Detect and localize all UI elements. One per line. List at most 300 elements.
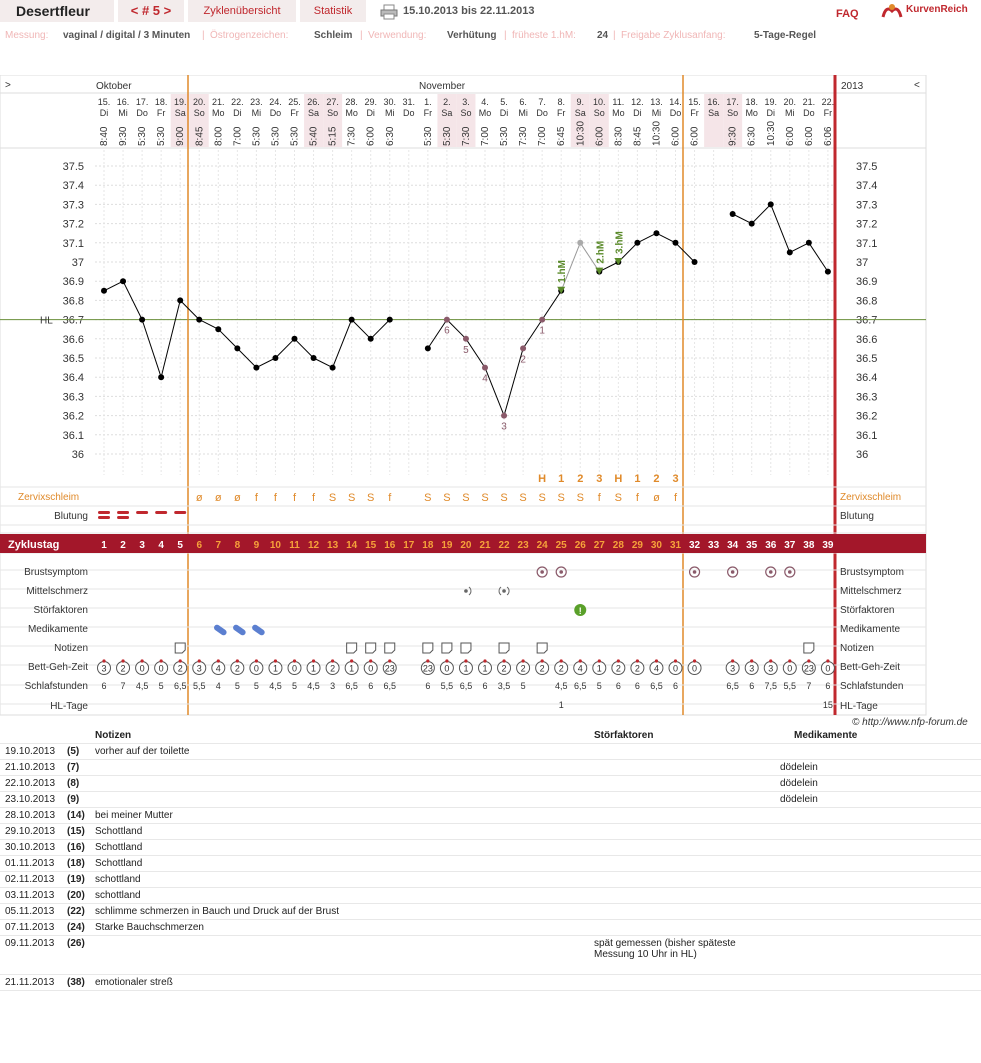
y-tick-left: 37	[71, 257, 84, 269]
table-row	[0, 840, 981, 856]
cycle-day: 22	[498, 540, 510, 551]
table-row	[0, 824, 981, 840]
date-label: 22.	[231, 97, 244, 107]
y-tick-right: 37.5	[856, 161, 878, 173]
bedtime-marker	[141, 659, 144, 662]
y-tick-left: 36.2	[62, 410, 84, 423]
mucus-value: S	[462, 492, 470, 504]
bedtime-marker	[674, 659, 677, 662]
temperature-point	[825, 269, 831, 275]
date-label: 15.	[97, 97, 111, 107]
mucus-value: S	[519, 492, 527, 504]
bedtime-marker	[579, 659, 582, 662]
bedtime-marker	[483, 659, 486, 662]
date-label: 16.	[707, 97, 720, 107]
top-bar	[0, 0, 981, 26]
weekday-label: So	[460, 108, 472, 118]
temperature-point	[215, 326, 221, 332]
note-cycle-day: (7)	[67, 762, 80, 773]
y-tick-right: 37.2	[856, 218, 878, 231]
temperature-point	[253, 365, 259, 371]
note-cycle-day: (15)	[67, 826, 85, 837]
row-label-right: Notizen	[840, 643, 874, 654]
mucus-value: f	[292, 492, 297, 504]
bedtime-value: 2	[634, 663, 640, 674]
bedtime-marker	[179, 659, 182, 662]
date-label: 22.	[821, 97, 835, 107]
bedtime-marker	[102, 659, 105, 662]
coverline-label: HL	[40, 315, 53, 327]
y-tick-left: 36.1	[62, 429, 84, 442]
sleep-hours: 5,5	[192, 681, 206, 691]
bleeding-label: Blutung	[54, 511, 88, 522]
weekday-label: Mi	[651, 108, 662, 118]
note-icon	[385, 643, 395, 653]
weekday-label: Fr	[556, 108, 566, 118]
weekday-label: Do	[669, 108, 682, 118]
cycle-day: 23	[517, 540, 529, 551]
note-date: 09.11.2013	[5, 938, 55, 949]
sleep-hours: 4,5	[135, 681, 149, 691]
app-title[interactable]: Desertfleur	[0, 0, 114, 22]
temperature-point	[539, 317, 545, 323]
time-label: 7:30	[460, 126, 472, 146]
row-label-right: HL-Tage	[840, 701, 878, 712]
mucus-value: f	[312, 492, 316, 504]
cycle-day: 28	[612, 540, 624, 551]
time-label: 8:40	[99, 126, 110, 146]
cycle-day: 30	[650, 540, 663, 551]
bedtime-value: 3	[196, 663, 202, 674]
weekday-label: So	[327, 108, 339, 118]
sleep-hours: 6,5	[650, 681, 663, 691]
mittelschmerz-icon	[464, 589, 468, 593]
time-label: 6:00	[689, 126, 701, 146]
weekday-label: Sa	[308, 108, 320, 118]
note-cycle-day: (38)	[67, 977, 85, 988]
row-label-right: Störfaktoren	[840, 605, 895, 616]
weekday-label: Mo	[212, 108, 225, 118]
note-date: 22.10.2013	[5, 778, 56, 789]
note-icon	[347, 643, 357, 653]
time-label: 7:00	[537, 126, 549, 146]
note-cycle-day: (24)	[67, 922, 85, 933]
notes-table	[0, 728, 981, 991]
weekday-label: Do	[136, 108, 148, 118]
weekday-label: Sa	[441, 108, 453, 118]
bedtime-value: 1	[272, 663, 278, 674]
bedtime-marker	[255, 659, 258, 662]
bedtime-marker	[350, 659, 353, 662]
mucus-value: S	[347, 492, 356, 504]
weekday-label: Mi	[518, 108, 528, 118]
note-text: schottland	[95, 874, 141, 885]
date-label: 1.	[424, 97, 432, 107]
peak-mark: 1	[558, 473, 565, 485]
time-label: 7:00	[480, 126, 491, 146]
time-label: 8:45	[194, 126, 206, 146]
temperature-point	[139, 317, 145, 323]
note-date: 29.10.2013	[5, 826, 56, 837]
sleep-hours: 5	[253, 681, 259, 691]
bedtime-value: 23	[384, 663, 395, 674]
table-row	[0, 888, 981, 904]
y-tick-right: 36.5	[856, 353, 878, 365]
y-tick-left: 37.1	[62, 237, 84, 250]
cycle-day: 15	[365, 540, 377, 551]
low-mark: 6	[444, 325, 450, 337]
sleep-hours: 4	[215, 681, 221, 691]
low-mark: 4	[482, 373, 488, 385]
y-tick-right: 36.3	[856, 391, 878, 404]
faq-link[interactable]: FAQ	[836, 8, 859, 20]
y-tick-left: 36.6	[62, 333, 84, 346]
y-tick-right: 36.8	[856, 295, 878, 308]
note-date: 03.11.2013	[5, 890, 55, 901]
time-label: 5:30	[499, 126, 511, 146]
date-label: 15.	[688, 97, 701, 107]
cycle-day: 11	[289, 540, 300, 551]
bedtime-value: 0	[787, 663, 793, 674]
freigabe-value: 5-Tage-Regel	[754, 30, 817, 41]
note-text: schottland	[95, 890, 141, 901]
time-label: 8:30	[613, 126, 625, 146]
sleep-hours: 6	[425, 681, 431, 691]
row-label-right: Mittelschmerz	[840, 586, 902, 597]
table-row	[0, 920, 981, 936]
kurvenreich-logo-icon[interactable]	[880, 2, 904, 20]
temperature-point	[101, 288, 107, 294]
temperature-point	[387, 317, 393, 323]
sleep-hours: 7,5	[764, 681, 778, 691]
date-label: 20.	[783, 97, 797, 107]
time-label: 6:00	[670, 126, 682, 146]
y-tick-left: 37.3	[62, 199, 84, 212]
note-icon	[175, 643, 185, 653]
hm-value: 24	[597, 30, 609, 41]
sleep-hours: 6	[615, 681, 621, 691]
bedtime-marker	[769, 659, 772, 662]
date-label: 5.	[500, 97, 508, 107]
chart-frame	[0, 75, 926, 715]
bleeding-label-right: Blutung	[840, 511, 874, 522]
month-label: Oktober	[96, 81, 132, 92]
row-label-right: Medikamente	[840, 624, 901, 635]
temperature-point	[520, 345, 526, 351]
date-label: 27.	[326, 97, 339, 107]
cycle-day: 26	[574, 540, 586, 551]
note-icon	[461, 643, 471, 653]
cycle-day: 12	[307, 540, 320, 551]
note-text: Starke Bauchschmerzen	[95, 922, 204, 933]
note-icon	[366, 643, 376, 653]
time-label: 7:30	[518, 126, 530, 146]
printer-icon[interactable]	[380, 4, 398, 20]
mucus-value: S	[557, 492, 565, 504]
weekday-label: Do	[536, 108, 548, 118]
nav-next-button[interactable]: <	[914, 80, 920, 91]
time-label: 10:30	[651, 120, 663, 146]
cycle-day: 18	[422, 540, 434, 551]
sleep-hours: 6,5	[173, 681, 187, 691]
time-label: 5:30	[289, 126, 301, 146]
breast-symptom-icon	[540, 570, 544, 574]
table-row	[0, 776, 981, 792]
date-label: 25.	[288, 97, 301, 107]
bedtime-value: 1	[596, 663, 602, 674]
tab-statistik[interactable]: Statistik	[300, 0, 366, 22]
bedtime-value: 3	[101, 663, 107, 674]
temperature-point	[653, 230, 659, 236]
cycle-day: 20	[460, 540, 472, 551]
y-tick-left: 36.3	[62, 391, 84, 404]
bedtime-value: 0	[139, 663, 145, 674]
sleep-hours: 5,5	[440, 681, 454, 691]
row-label-left: Störfaktoren	[33, 605, 88, 616]
y-tick-left: 36.8	[62, 295, 84, 308]
weekday-label: Di	[366, 108, 375, 118]
mittelschmerz-icon	[502, 589, 506, 593]
note-icon	[442, 643, 452, 653]
bedtime-marker	[541, 659, 544, 662]
y-tick-right: 37	[856, 257, 869, 269]
month-label: November	[419, 81, 466, 92]
year-label: 2013	[841, 81, 864, 92]
temperature-point	[806, 240, 812, 246]
bedtime-marker	[369, 659, 372, 662]
weekday-label: Do	[269, 108, 282, 118]
bedtime-value: 2	[330, 663, 336, 674]
sleep-hours: 5	[520, 681, 526, 691]
temperature-point	[768, 201, 774, 207]
row-label-right: Bett-Geh-Zeit	[840, 662, 901, 673]
cycle-day: 33	[708, 540, 720, 551]
bleeding-mark	[136, 511, 148, 514]
bedtime-value: 23	[803, 663, 814, 674]
time-label: 10:30	[575, 120, 587, 146]
weekday-label: Fr	[290, 108, 299, 118]
col-medikamente: Medikamente	[794, 730, 858, 741]
mucus-value: ø	[214, 492, 222, 504]
time-label: 7:00	[232, 126, 244, 146]
date-label: 24.	[269, 97, 282, 107]
bedtime-marker	[388, 659, 391, 662]
date-label: 8.	[557, 97, 565, 107]
weekday-label: Mo	[345, 108, 358, 118]
note-cycle-day: (19)	[67, 874, 85, 885]
time-label: 7:30	[346, 126, 358, 146]
oestro-value: Schleim	[314, 30, 353, 41]
note-medikament: dödelein	[780, 762, 818, 773]
date-label: 18.	[154, 97, 168, 107]
bedtime-value: 4	[577, 663, 583, 674]
cycle-nav[interactable]: < # 5 >	[118, 0, 184, 22]
sleep-hours: 6	[368, 681, 374, 691]
y-tick-right: 36.2	[856, 410, 878, 423]
weekday-label: Mo	[478, 108, 492, 118]
cycle-day: 2	[120, 540, 126, 551]
time-label: 6:45	[556, 126, 568, 146]
mucus-label-right: Zervixschleim	[840, 492, 902, 503]
bedtime-value: 2	[501, 663, 507, 674]
y-tick-left: 37.5	[62, 161, 84, 173]
temperature-point	[444, 317, 450, 323]
bedtime-value: 0	[253, 663, 259, 674]
time-label: 8:00	[213, 126, 225, 146]
date-label: 21.	[802, 97, 816, 107]
bleeding-mark	[155, 511, 167, 514]
col-notizen: Notizen	[95, 730, 132, 741]
notes-header	[0, 728, 981, 744]
bedtime-value: 2	[558, 663, 564, 674]
mucus-value: S	[576, 492, 584, 504]
bedtime-marker	[121, 659, 124, 662]
note-icon	[423, 643, 433, 653]
time-label: 6:00	[594, 126, 606, 146]
row-label-left: Schlafstunden	[24, 681, 88, 692]
sleep-hours: 6,5	[345, 681, 358, 691]
weekday-label: Fr	[690, 108, 699, 118]
date-label: 12.	[631, 97, 644, 107]
note-cycle-day: (14)	[67, 810, 85, 821]
sleep-hours: 3	[330, 681, 336, 691]
bedtime-marker	[807, 659, 810, 662]
cycle-day: 29	[631, 540, 643, 551]
bedtime-value: 0	[672, 663, 679, 674]
table-row	[0, 792, 981, 808]
bleeding-mark	[98, 516, 110, 519]
weekday-label: Di	[233, 108, 242, 118]
y-tick-left: 37.4	[62, 180, 84, 193]
brand-name[interactable]: KurvenReich	[906, 4, 968, 15]
bedtime-value: 4	[653, 663, 659, 674]
oestro-label: Östrogenzeichen:	[210, 30, 289, 41]
time-label: 5:15	[327, 126, 339, 146]
note-cycle-day: (8)	[67, 778, 80, 789]
time-label: 6:30	[746, 126, 758, 146]
note-stoerfaktor: spät gemessen (bisher späteste Messung 10 Uhr in HL)	[594, 938, 736, 960]
nav-prev-button[interactable]: >	[5, 80, 11, 91]
date-label: 31.	[402, 97, 416, 107]
bedtime-value: 2	[615, 663, 621, 674]
temperature-point	[272, 355, 278, 361]
date-label: 9.	[576, 97, 585, 107]
row-label-left: Mittelschmerz	[26, 586, 88, 597]
bedtime-value: 2	[177, 663, 183, 674]
note-medikament: dödelein	[780, 794, 818, 805]
weekday-label: Sa	[708, 108, 720, 118]
row-label-left: Medikamente	[27, 624, 88, 635]
cycle-day: 16	[384, 540, 396, 551]
weekday-label: Fr	[823, 108, 833, 118]
bedtime-marker	[731, 659, 734, 662]
cycle-day: 39	[822, 540, 834, 551]
time-label: 6:00	[784, 126, 796, 146]
note-date: 21.11.2013	[5, 977, 55, 988]
sleep-hours: 5	[596, 681, 602, 691]
mucus-value: f	[388, 492, 392, 504]
bedtime-marker	[617, 659, 620, 662]
low-mark: 3	[501, 421, 507, 433]
bleeding-mark	[174, 511, 186, 514]
date-label: 13.	[650, 97, 663, 107]
date-label: 14.	[669, 97, 682, 107]
mucus-value: f	[635, 492, 639, 504]
date-label: 17.	[726, 97, 739, 107]
weekday-label: So	[593, 108, 605, 118]
note-date: 21.10.2013	[5, 762, 56, 773]
row-label-left: Notizen	[54, 643, 88, 654]
bedtime-value: 2	[539, 663, 545, 674]
note-cycle-day: (18)	[67, 858, 85, 869]
weekday-label: Mi	[118, 108, 128, 118]
weekday-label: So	[727, 108, 739, 118]
mucus-value: S	[443, 492, 451, 504]
temperature-point	[349, 317, 355, 323]
col-stoerfaktoren: Störfaktoren	[594, 730, 654, 741]
stoerfaktor-icon: !	[578, 606, 582, 616]
sleep-hours: 4,5	[554, 681, 568, 691]
temperature-point	[730, 211, 736, 217]
weekday-label: Di	[633, 108, 642, 118]
y-tick-right: 37.4	[856, 180, 878, 193]
cycle-day: 17	[403, 540, 415, 551]
table-row	[0, 975, 981, 991]
bedtime-marker	[693, 659, 696, 662]
weekday-label: Sa	[574, 108, 586, 118]
date-label: 23.	[250, 97, 263, 107]
note-text: vorher auf der toilette	[95, 746, 190, 757]
cycle-chart	[0, 75, 981, 717]
weekday-label: Sa	[174, 108, 186, 118]
note-cycle-day: (26)	[67, 938, 85, 949]
date-label: 19.	[764, 97, 778, 107]
temperature-point	[501, 413, 507, 419]
weekday-label: Do	[803, 108, 815, 118]
bedtime-marker	[655, 659, 658, 662]
verwendung-value: Verhütung	[447, 30, 497, 41]
table-row	[0, 936, 981, 975]
cycle-day: 35	[746, 540, 758, 551]
hl-days: 1	[558, 700, 564, 710]
sleep-hours: 6,5	[726, 681, 739, 691]
bedtime-value: 0	[692, 663, 698, 674]
date-label: 16.	[116, 97, 130, 107]
cycle-day: 19	[441, 540, 453, 551]
date-label: 10.	[593, 97, 606, 107]
time-label: 10:30	[765, 120, 777, 146]
temperature-point	[692, 259, 698, 265]
cycle-day: 21	[479, 540, 491, 551]
mucus-value: f	[597, 492, 601, 504]
bleeding-mark	[117, 511, 129, 514]
breast-symptom-icon	[731, 570, 735, 574]
date-label: 3.	[462, 97, 470, 107]
note-icon	[537, 643, 547, 653]
tab-zyklenuebersicht[interactable]: Zyklenübersicht	[188, 0, 296, 22]
time-label: 6:06	[822, 126, 834, 146]
date-label: 19.	[173, 97, 187, 107]
weekday-label: Fr	[423, 108, 433, 118]
temperature-point	[577, 240, 583, 246]
bedtime-marker	[464, 659, 467, 662]
note-date: 23.10.2013	[5, 794, 56, 805]
y-tick-right: 36.4	[856, 372, 878, 385]
peak-mark: 3	[596, 473, 603, 485]
table-row	[0, 760, 981, 776]
note-text: schlimme schmerzen in Bauch und Druck auf der Brust	[95, 906, 339, 917]
sleep-hours: 6	[825, 681, 831, 691]
